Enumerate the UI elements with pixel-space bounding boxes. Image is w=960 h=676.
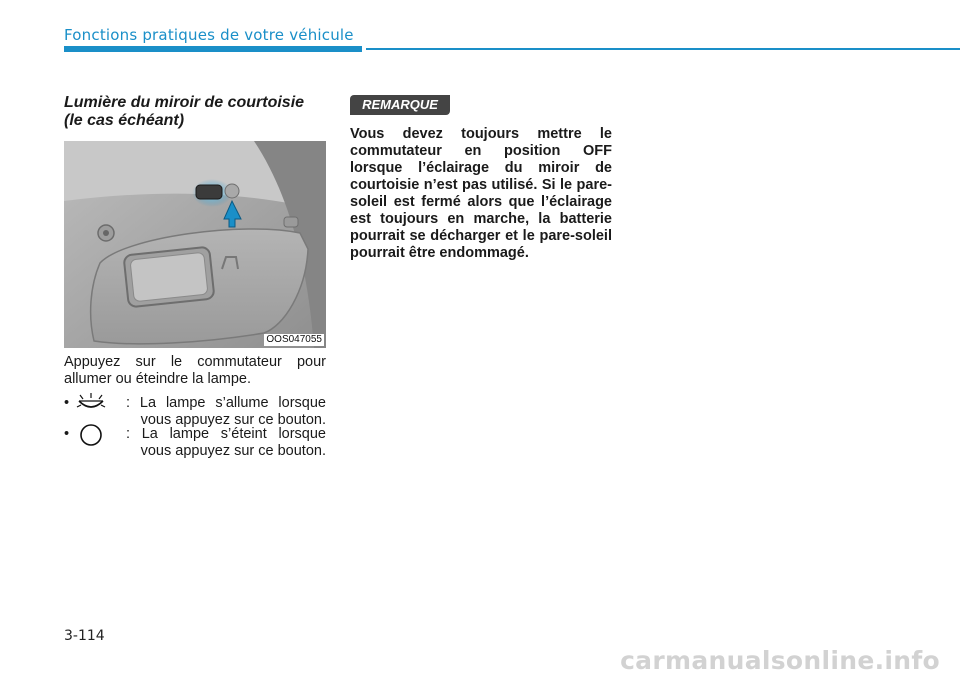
header-rule-thick: [64, 46, 362, 52]
bullet-dot: •: [64, 395, 70, 411]
bullet-lamp-on-line-2: vous appuyez sur ce bouton.: [140, 412, 326, 428]
page-header-title: Fonctions pratiques de votre véhicule: [64, 26, 354, 44]
section-title: [64, 94, 334, 130]
vanity-mirror-photo: [64, 141, 326, 348]
watermark: carmanualsonline.info: [620, 646, 940, 675]
bullet-lamp-off-line-1: : La lampe s’éteint lorsque: [126, 426, 326, 442]
page-number: 3-114: [64, 628, 105, 644]
sun-visor-illustration: [64, 141, 326, 348]
intro-paragraph: Appuyez sur le commutateur pour allumer ou éteindre la lampe.: [64, 354, 326, 387]
bullet-lamp-off-line-2: vous appuyez sur ce bouton.: [140, 443, 326, 459]
remark-text: Vous devez toujours mettre le commutateur en position OFF lorsque l’éclairage du miroir de courtoisie n’est pas utilisé. Si le pare-soleil est fermé alors que l’éclairage est toujours en marche, la batterie pourrait se décharger et le pare-soleil pourrait être endommagé.: [350, 126, 612, 261]
section-title-line-1: Lumière du miroir de courtoisie: [64, 94, 305, 111]
figure-code: OOS047055: [266, 334, 322, 345]
lamp-on-icon: [76, 393, 106, 418]
section-title-line-2: (le cas échéant): [64, 112, 185, 129]
lamp-off-icon: [76, 424, 106, 453]
bullet-lamp-on-line-1: : La lampe s’allume lorsque: [126, 395, 326, 411]
remark-badge: REMARQUE: [350, 95, 450, 115]
bullet-dot: •: [64, 426, 70, 442]
header-rule-thin: [366, 48, 960, 50]
